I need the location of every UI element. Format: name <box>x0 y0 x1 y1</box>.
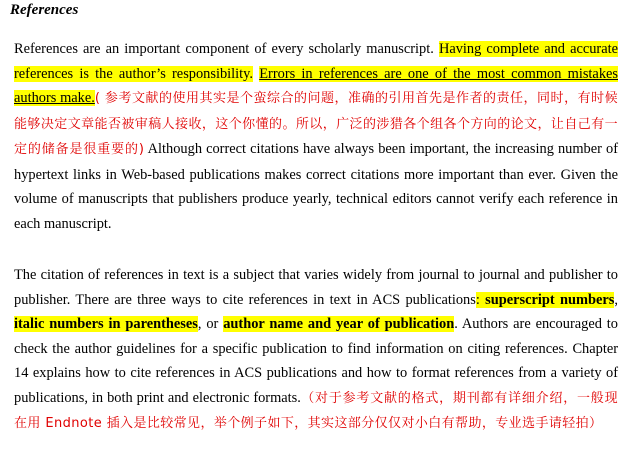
p2-comma: , <box>614 291 618 308</box>
p2-option-author-year: author name and year of publication <box>223 316 455 332</box>
p2-or: , or <box>197 316 224 332</box>
paragraph-2 <box>14 263 618 437</box>
p1-highlight-errors: Errors in references are one of the most common mistakes authors make. <box>14 65 618 106</box>
p1-highlight-responsibility: Having complete and accurate references is the author’s responsibility. <box>14 41 618 82</box>
p2-colon: : <box>475 291 486 308</box>
p1-text-intro: References are an important component of every scholarly manuscript. <box>14 41 439 57</box>
p2-text-intro: The citation of references in text is a subject that varies widely from journal to journal and publisher to publisher. There are three ways to cite references in text in ACS publications <box>14 267 618 308</box>
p2-option-italic: italic numbers in parentheses <box>14 316 198 332</box>
p1-chinese-annotation: ( 参考文献的使用其实是个蛮综合的问题，准确的引用首先是作者的责任，同时，有时候能够决定文章能否被审稿人接收，这个你懂的。所以，广泛的涉猎各个组各个方向的论文，让自己有一定的储备是很重要的) <box>14 91 618 157</box>
p2-chinese-annotation: （对于参考文献的格式，期刊都有详细介绍，一般现在用 Endnote 插入是比较常见，举个例子如下，其实这部分仅仅对小白有帮助，专业选手请轻拍） <box>14 390 618 431</box>
p2-option-superscript: superscript numbers <box>485 291 615 308</box>
p1-text-rest: Although correct citations have always been important, the increasing number of hypertext links in Web-based publications makes correct citations more important than ever. Given the volume of manuscripts that publishers produce yearly, technical editors cannot verify each reference in each manuscript. <box>14 141 618 232</box>
section-heading: References <box>10 2 79 18</box>
paragraph-1 <box>14 37 618 236</box>
p2-text-rest: . Authors are encouraged to check the author guidelines for a specific publication to find information on citing references. Chapter 14 explains how to cite references in ACS publications and how to format references from a variety of publications, in both print and electronic formats. <box>14 316 618 406</box>
